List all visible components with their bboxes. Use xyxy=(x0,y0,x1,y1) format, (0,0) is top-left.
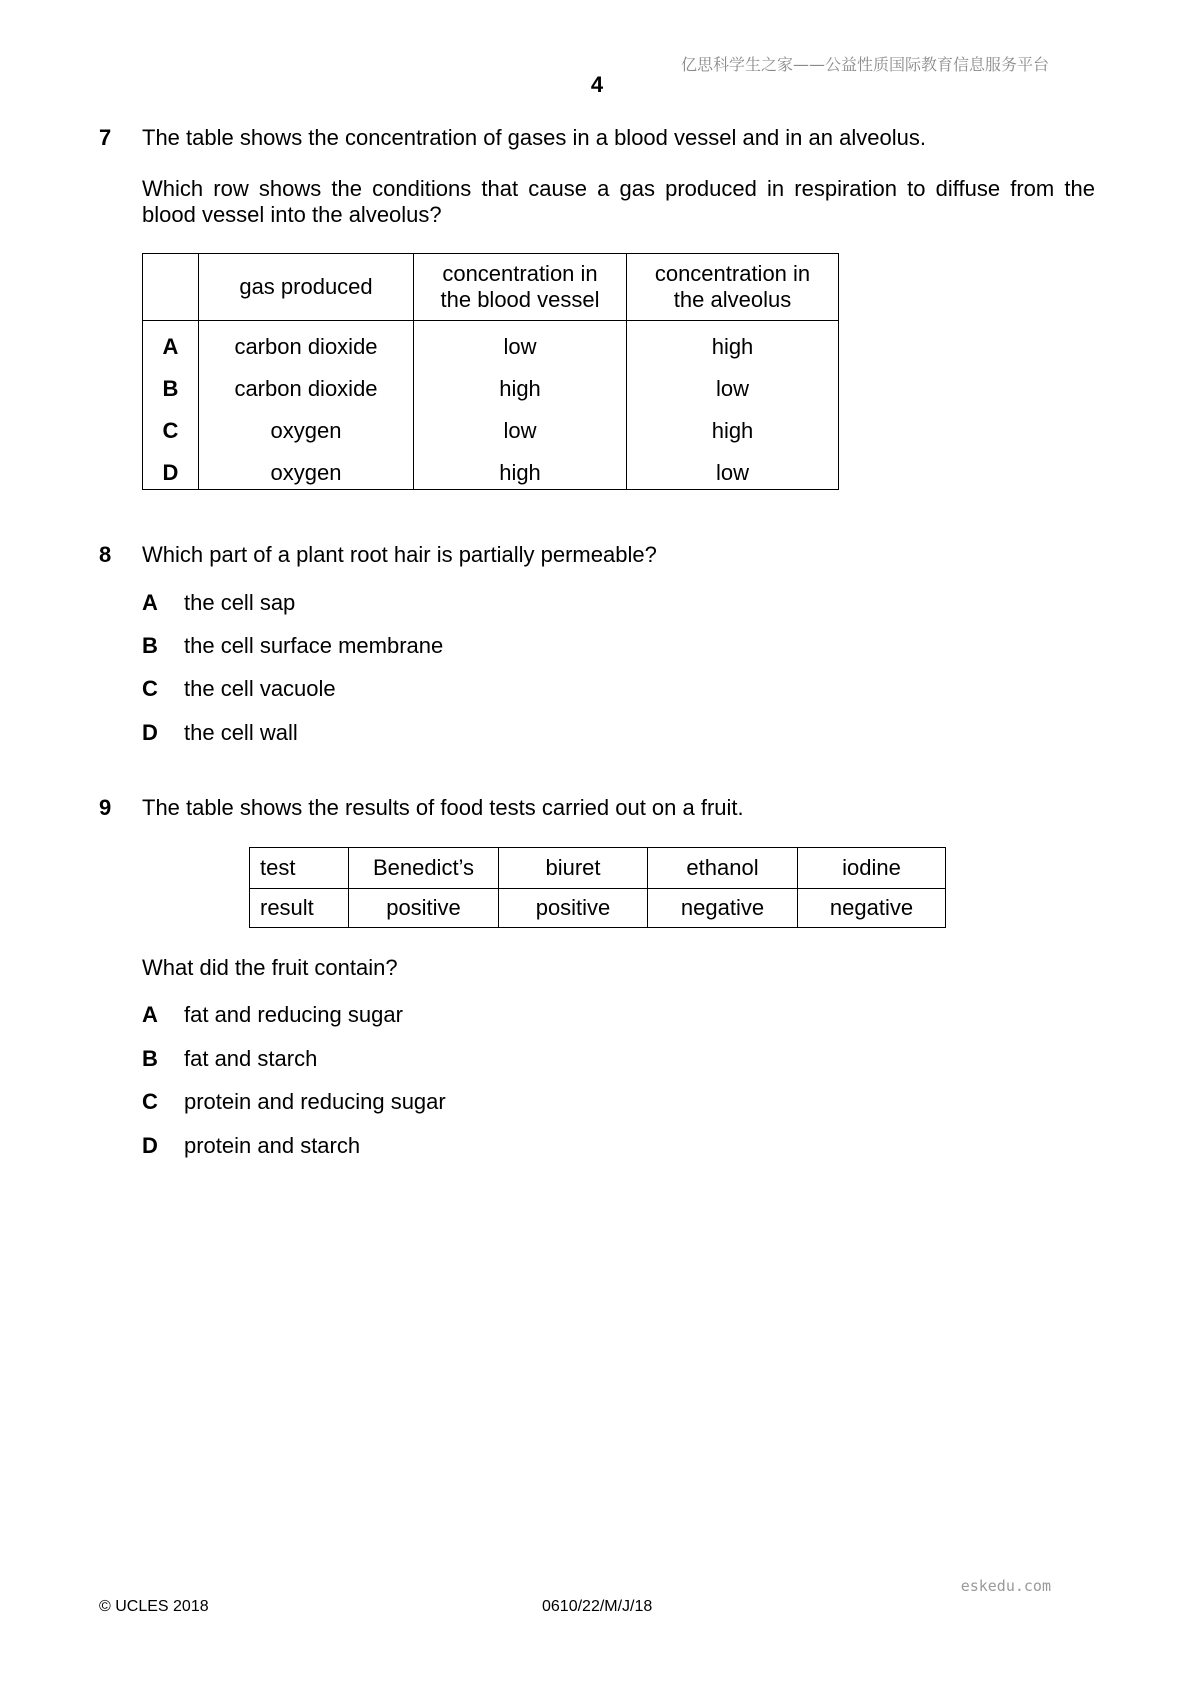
header-text: gas produced xyxy=(239,274,373,299)
option-letter: D xyxy=(142,1133,158,1158)
table-header-gas-produced xyxy=(198,254,413,320)
cell-gas-produced: oxygen xyxy=(198,447,413,489)
table-row xyxy=(143,447,838,489)
table-row xyxy=(143,321,838,363)
row-label: result xyxy=(260,895,314,920)
option-letter: C xyxy=(142,1089,158,1114)
footer-copyright: © UCLES 2018 xyxy=(99,1598,209,1615)
question-stem: The table shows the results of food tests carried out on a fruit. xyxy=(142,795,744,820)
table-header-cell-empty xyxy=(143,254,198,320)
question-stem: Which part of a plant root hair is partially permeable? xyxy=(142,542,657,567)
test-result-cell: positive xyxy=(348,889,498,927)
answer-option xyxy=(142,676,336,702)
test-result-cell: negative xyxy=(647,889,797,927)
table-row-results xyxy=(250,889,945,927)
test-name-cell: biuret xyxy=(498,848,647,888)
question-number: 8 xyxy=(99,542,112,567)
table-header-blood-vessel xyxy=(413,254,626,320)
answer-option xyxy=(142,1046,317,1072)
row-option-letter: A xyxy=(162,334,179,359)
option-text: the cell sap xyxy=(184,590,296,615)
option-text: the cell wall xyxy=(184,720,298,745)
cell-alveolus: low xyxy=(626,447,838,489)
test-result-cell: positive xyxy=(498,889,647,927)
footer-paper-code: 0610/22/M/J/18 xyxy=(542,1598,653,1615)
question-prompt: What did the fruit contain? xyxy=(142,955,398,980)
cell-alveolus: high xyxy=(626,405,838,447)
option-text: protein and starch xyxy=(184,1133,361,1158)
cell-blood-vessel: high xyxy=(413,363,626,405)
answer-option xyxy=(142,633,443,659)
cell-gas-produced: carbon dioxide xyxy=(198,321,413,363)
table-row-tests xyxy=(250,848,945,889)
header-watermark: 亿思科学生之家——公益性质国际教育信息服务平台 xyxy=(680,55,1049,74)
answer-option xyxy=(142,590,295,616)
row-option-letter: D xyxy=(162,460,179,485)
cell-gas-produced: carbon dioxide xyxy=(198,363,413,405)
row-option-letter: B xyxy=(162,376,179,401)
header-text-line: the blood vessel xyxy=(440,287,600,312)
table-row xyxy=(143,405,838,447)
option-letter: B xyxy=(142,1046,158,1071)
cell-blood-vessel: low xyxy=(413,321,626,363)
answer-option xyxy=(142,1089,446,1115)
header-text-line: the alveolus xyxy=(673,287,792,312)
option-text: the cell surface membrane xyxy=(184,633,444,658)
row-label: test xyxy=(260,855,296,880)
cell-blood-vessel: high xyxy=(413,447,626,489)
option-letter: D xyxy=(142,720,158,745)
option-letter: A xyxy=(142,1002,158,1027)
food-test-table xyxy=(249,847,946,928)
row-option-letter: C xyxy=(162,418,179,443)
gas-concentration-table xyxy=(142,253,839,490)
header-text-line: concentration in xyxy=(654,261,811,286)
header-text-line: concentration in xyxy=(442,261,598,286)
table-row xyxy=(143,363,838,405)
option-letter: C xyxy=(142,676,158,701)
table-body xyxy=(143,321,838,489)
test-name-cell: ethanol xyxy=(647,848,797,888)
option-text: fat and reducing sugar xyxy=(184,1002,403,1027)
cell-alveolus: low xyxy=(626,363,838,405)
table-header-alveolus xyxy=(626,254,838,320)
footer-site-watermark: eskedu.com xyxy=(960,1577,1051,1595)
test-name-cell: Benedict’s xyxy=(348,848,498,888)
option-letter: A xyxy=(142,590,158,615)
cell-blood-vessel: low xyxy=(413,405,626,447)
option-letter: B xyxy=(142,633,158,658)
option-text: protein and reducing sugar xyxy=(184,1089,446,1114)
option-text: the cell vacuole xyxy=(184,676,336,701)
cell-alveolus: high xyxy=(626,321,838,363)
page-number: 4 xyxy=(590,72,604,97)
question-prompt-line: blood vessel into the alveolus? xyxy=(142,202,442,227)
question-prompt-line: Which row shows the conditions that cause a gas produced in respiration to diffuse from the xyxy=(142,176,1095,201)
answer-option xyxy=(142,1002,403,1028)
question-number: 9 xyxy=(99,795,112,820)
table-header-row xyxy=(143,254,838,321)
question-stem: The table shows the concentration of gases in a blood vessel and in an alveolus. xyxy=(142,125,926,150)
test-result-cell: negative xyxy=(797,889,945,927)
test-name-cell: iodine xyxy=(797,848,945,888)
answer-option xyxy=(142,720,298,746)
question-number: 7 xyxy=(99,125,112,150)
option-text: fat and starch xyxy=(184,1046,318,1071)
cell-gas-produced: oxygen xyxy=(198,405,413,447)
answer-option xyxy=(142,1133,360,1159)
